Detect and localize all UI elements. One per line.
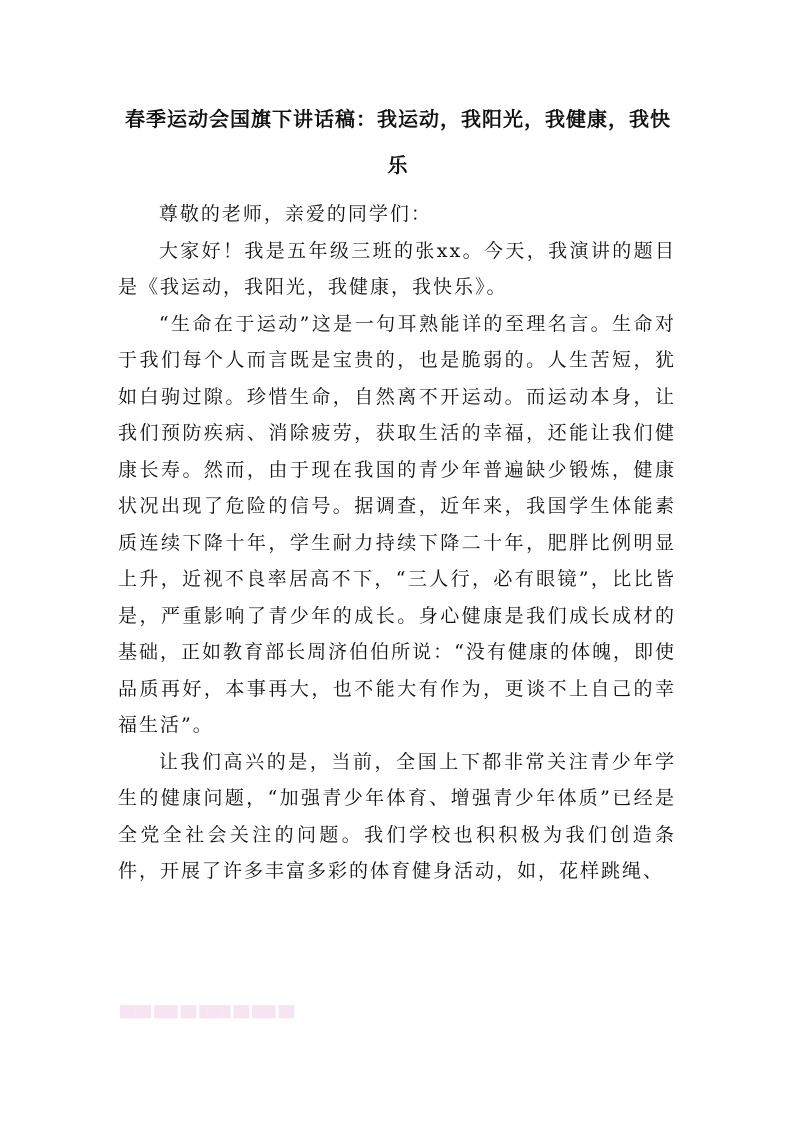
document-title: 春季运动会国旗下讲话稿：我运动，我阳光，我健康，我快乐 [125, 107, 671, 177]
document-body [118, 196, 676, 890]
greeting-paragraph: 大家好！我是五年级三班的张xx。今天，我演讲的题目是《我运动，我阳光，我健康，我快乐》。 [118, 239, 676, 298]
salutation-paragraph: 尊敬的老师，亲爱的同学们： [158, 203, 432, 225]
body-paragraph: “生命在于运动”这是一句耳熟能详的至理名言。生命对于我们每个人而言既是宝贵的，也是脆弱的。人生苦短，犹如白驹过隙。珍惜生命，自然离不开运动。而运动本身，让我们预防疾病、消除疲劳，获取生活的幸福，还能让我们健康长寿。然而，由于现在我国的青少年普遍缺少锻炼，健康状况出现了危险的信号。据调查，近年来，我国学生体能素质连续下降十年，学生耐力持续下降二十年，肥胖比例明显上升，近视不良率居高不下，“三人行，必有眼镜”，比比皆是，严重影响了青少年的成长。身心健康是我们成长成材的基础，正如教育部长周济伯伯所说：“没有健康的体魄，即使品质再好，本事再大，也不能大有作为，更谈不上自己的幸福生活”。 [118, 312, 676, 736]
body-paragraph: 让我们高兴的是，当前，全国上下都非常关注青少年学生的健康问题，“加强青少年体育、增强青少年体质”已经是全党全社会关注的问题。我们学校也积积极为我们创造条件，开展了许多丰富多彩的体育健身活动，如，花样跳绳、 [118, 750, 676, 882]
faded-watermark: ████ ███ ██ ████ ██ ███ ██ [120, 1006, 295, 1018]
